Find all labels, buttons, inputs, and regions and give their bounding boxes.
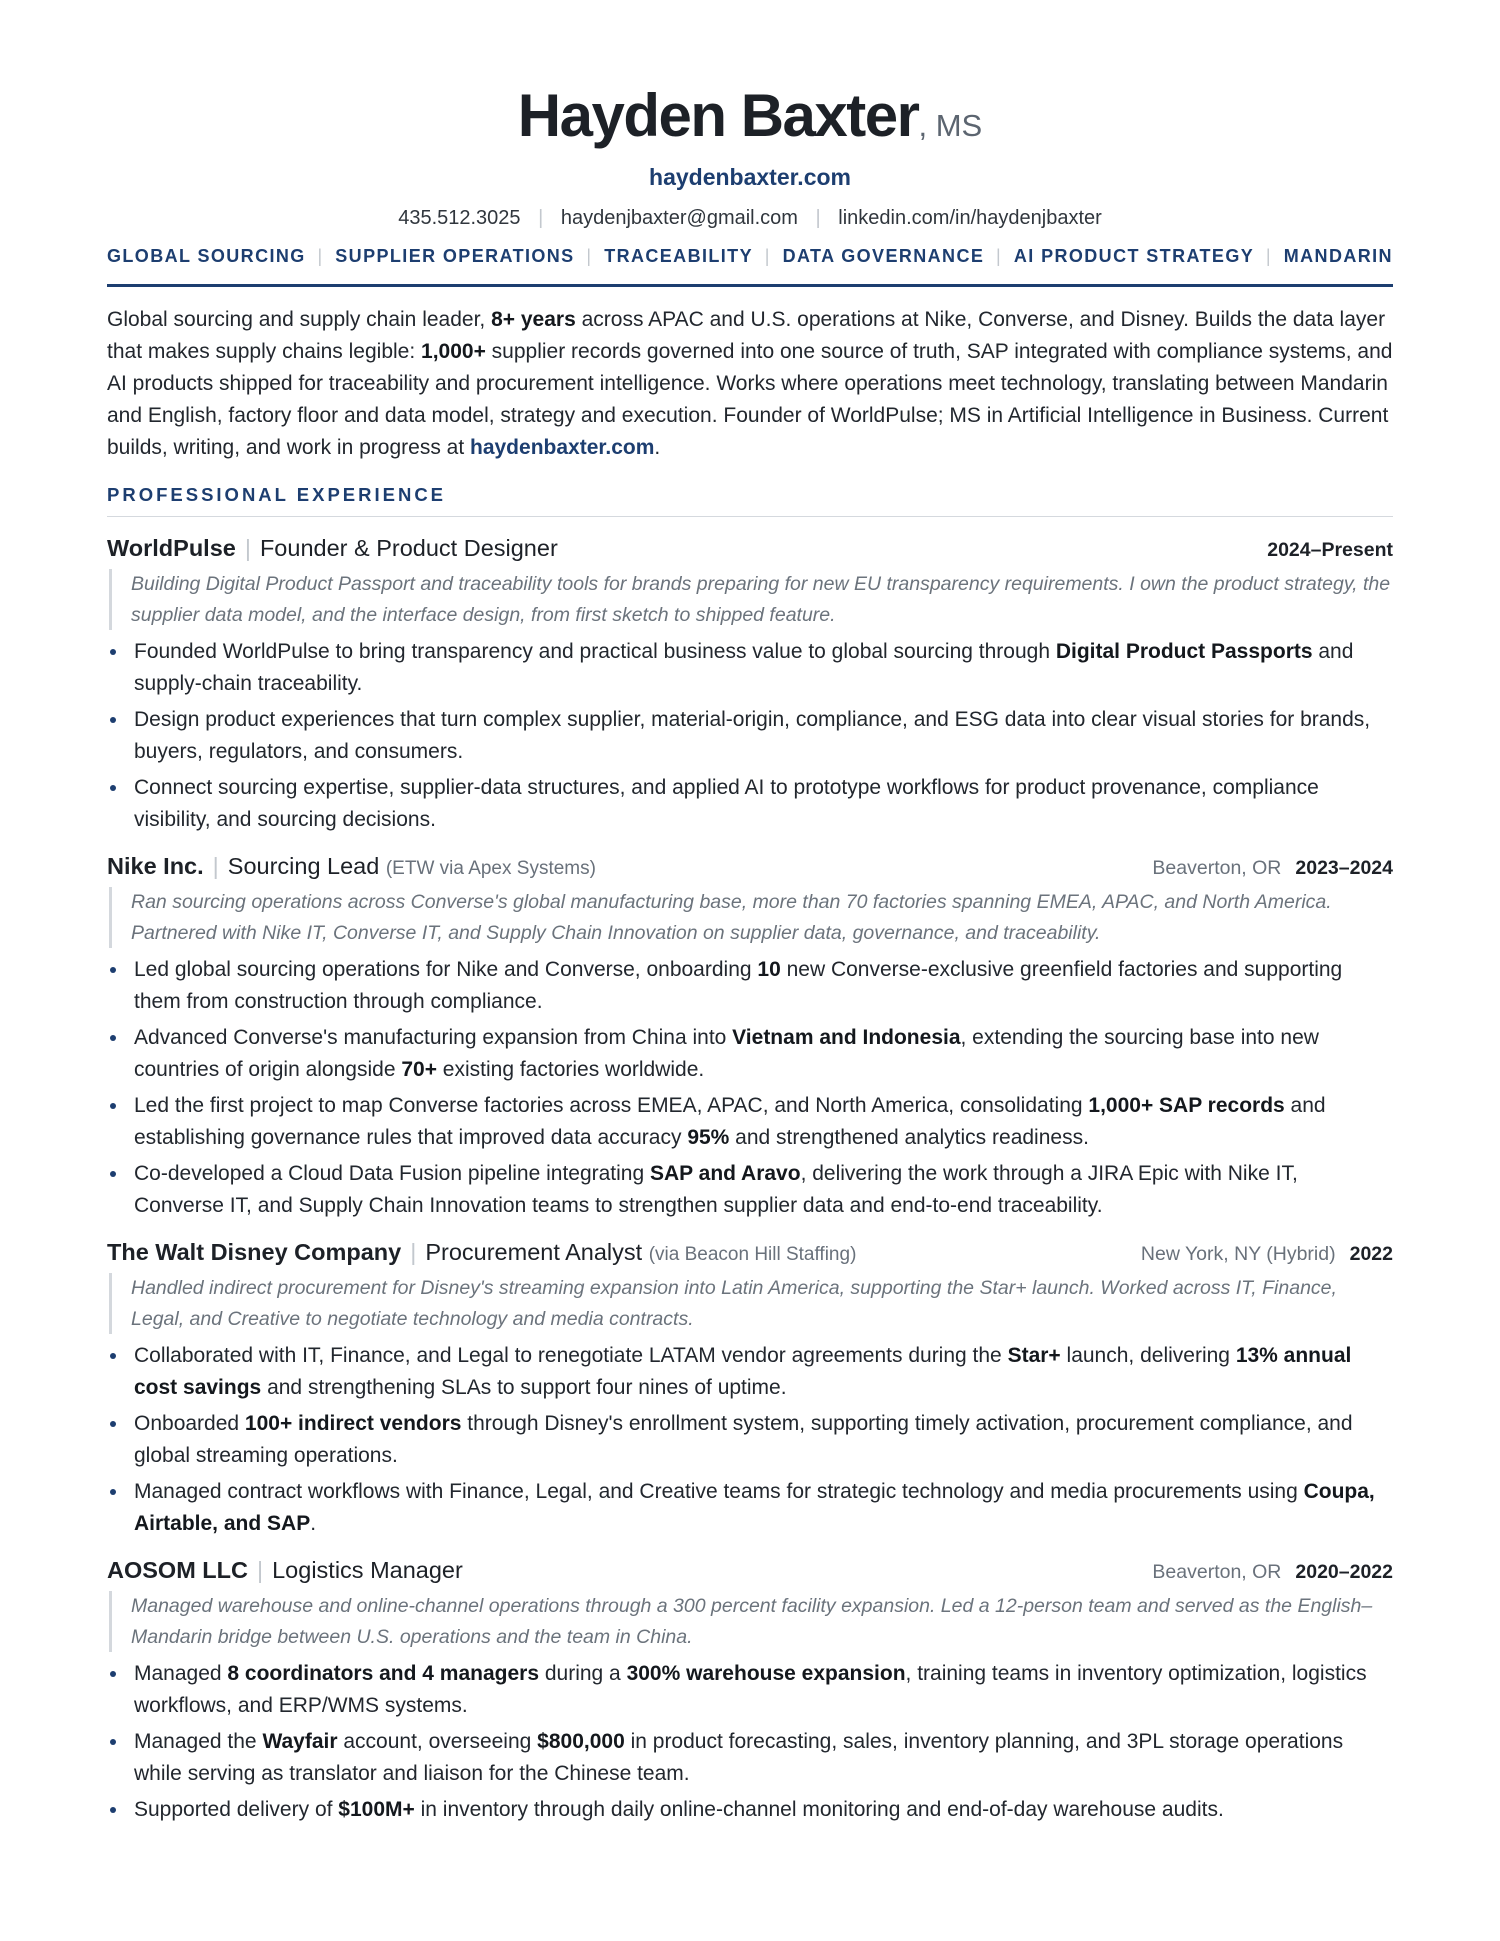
job-description: Building Digital Product Passport and traceability tools for brands preparing for new EU transparency requirements. I own the product strategy, the supplier data model, and the interface design, from first sketch to shipped feature. [109, 569, 1393, 630]
bullet-item [107, 1658, 1393, 1721]
bullet-item [107, 704, 1393, 767]
separator: | [586, 246, 593, 266]
experience-section-title: PROFESSIONAL EXPERIENCE [107, 484, 1393, 517]
job-meta [1267, 539, 1393, 562]
job-dates: 2022 [1349, 1243, 1393, 1265]
bullet-highlight: 8 coordinators and 4 managers [227, 1662, 540, 1685]
bullet-highlight: 70+ [401, 1057, 437, 1081]
summary-text: across APAC and U.S. operations at Nike, Converse, and Disney. Builds the data layer that makes supply chains legible: [107, 308, 1386, 363]
bullet-text: Collaborated with IT, Finance, and Legal to renegotiate LATAM vendor agreements during the [134, 1344, 1008, 1367]
job-bullets [107, 1658, 1393, 1826]
bullet-text: in inventory through daily online-channel monitoring and end-of-day warehouse audits. [414, 1798, 1224, 1821]
bullet-item [107, 1726, 1393, 1789]
bullet-text: Advanced Converse's manufacturing expansion from China into [134, 1026, 733, 1049]
bullet-text: Onboarded [134, 1412, 245, 1435]
name-line [107, 84, 1393, 152]
resume-header [107, 0, 1393, 287]
bullet-text: and establishing governance rules that improved data accuracy [134, 1094, 1326, 1149]
separator: | [257, 1557, 264, 1583]
job-meta [1152, 1561, 1393, 1584]
summary-website-link[interactable]: haydenbaxter.com [470, 436, 655, 459]
bullet-item [107, 772, 1393, 835]
bullet-item [107, 1408, 1393, 1471]
summary-paragraph [107, 304, 1393, 464]
bullet-item [107, 1022, 1393, 1085]
experience-list [107, 535, 1393, 1826]
job-bullets [107, 636, 1393, 835]
bullet-highlight: SAP and Aravo [650, 1162, 801, 1185]
bullet-highlight: Wayfair [262, 1730, 338, 1753]
separator: | [538, 207, 544, 229]
phone[interactable]: 435.512.3025 [398, 207, 521, 229]
job-dates: 2023–2024 [1295, 857, 1393, 879]
summary-highlight: 1,000+ [421, 340, 486, 363]
bullet-highlight: $800,000 [537, 1730, 625, 1753]
bullet-text: , training teams in inventory optimization, logistics workflows, and ERP/WMS systems. [134, 1662, 1367, 1717]
bullet-item [107, 1090, 1393, 1153]
separator: | [815, 207, 821, 229]
job-bullets [107, 1340, 1393, 1539]
job-title: Logistics Manager [272, 1557, 463, 1583]
bullet-text: Supported delivery of [134, 1798, 339, 1821]
full-name: Hayden Baxter [517, 82, 919, 149]
summary-text: . [654, 436, 661, 459]
skill-tag: SUPPLIER OPERATIONS [335, 246, 575, 266]
bullet-text: through Disney's enrollment system, supporting timely activation, procurement compliance, and global streaming operations. [134, 1412, 1353, 1467]
separator: | [317, 246, 324, 266]
bullet-highlight: Coupa, Airtable, and SAP [134, 1480, 1375, 1535]
credential: , MS [918, 108, 983, 143]
bullet-item [107, 1476, 1393, 1539]
bullet-text: during a [539, 1662, 627, 1685]
summary-text: Global sourcing and supply chain leader, [107, 308, 492, 331]
bullet-item [107, 636, 1393, 699]
job-agency: (ETW via Apex Systems) [385, 858, 596, 879]
bullet-text: . [310, 1511, 317, 1535]
job-dates: 2024–Present [1267, 539, 1393, 561]
job-meta [1152, 857, 1393, 880]
bullet-text: Managed contract workflows with Finance, Legal, and Creative teams for strategic technology and media procurements using [134, 1480, 1304, 1503]
company-name: Nike Inc. [107, 853, 204, 879]
bullet-text: , extending the sourcing base into new countries of origin alongside [134, 1026, 1319, 1081]
job-location: Beaverton, OR [1152, 1561, 1282, 1583]
separator: | [410, 1239, 417, 1265]
skill-tag: MANDARIN [1283, 246, 1393, 266]
bullet-highlight: 13% annual cost savings [134, 1344, 1352, 1399]
separator: | [244, 535, 251, 561]
job-location: New York, NY (Hybrid) [1140, 1243, 1336, 1265]
bullet-text: Managed [134, 1662, 228, 1685]
bullet-text: launch, delivering [1060, 1344, 1236, 1367]
bullet-text: and strengthening SLAs to support four nines of uptime. [261, 1375, 787, 1399]
bullet-text: Led global sourcing operations for Nike and Converse, onboarding [134, 958, 758, 981]
email-link[interactable]: haydenjbaxter@gmail.com [560, 207, 798, 229]
job-heading [107, 1239, 856, 1266]
job-entry [107, 535, 1393, 835]
skills-bar [107, 246, 1393, 287]
job-description: Managed warehouse and online-channel operations through a 300 percent facility expansion. Led a 12-person team and served as the English–Mandarin bridge between U.S. operations and the team in China. [109, 1591, 1393, 1652]
job-header [107, 1239, 1393, 1269]
bullet-text: Founded WorldPulse to bring transparency and practical business value to global sourcing through [134, 640, 1056, 663]
bullet-item [107, 1340, 1393, 1403]
bullet-text: Managed the [134, 1730, 263, 1753]
separator: | [1265, 246, 1272, 266]
job-heading [107, 535, 558, 562]
job-heading [107, 1557, 463, 1584]
job-dates: 2020–2022 [1295, 1561, 1393, 1583]
summary-text: supplier records governed into one source of truth, SAP integrated with compliance systems, and AI products shipped for traceability and procurement intelligence. Works where operations meet technology, translating between Mandarin and English, factory floor and data model, strategy and execution. Founder of WorldPulse; MS in Artificial Intelligence in Business. Current builds, writing, and work in progress at [107, 340, 1393, 459]
bullet-text: and strengthened analytics readiness. [729, 1125, 1089, 1149]
bullet-text: in product forecasting, sales, inventory planning, and 3PL storage operations while serving as translator and liaison for the Chinese team. [134, 1730, 1344, 1785]
job-heading [107, 853, 596, 880]
bullet-text: Design product experiences that turn complex supplier, material-origin, compliance, and ESG data into clear visual stories for brands, buyers, regulators, and consumers. [134, 708, 1371, 763]
job-entry [107, 853, 1393, 1221]
job-bullets [107, 954, 1393, 1221]
job-entry [107, 1557, 1393, 1826]
bullet-text: existing factories worldwide. [436, 1057, 705, 1081]
bullet-text: new Converse-exclusive greenfield factories and supporting them from construction through compliance. [134, 958, 1343, 1013]
job-agency: (via Beacon Hill Staffing) [648, 1244, 857, 1265]
job-description: Handled indirect procurement for Disney's streaming expansion into Latin America, supporting the Star+ launch. Worked across IT, Finance, Legal, and Creative to negotiate technology and media contracts. [109, 1273, 1393, 1334]
separator: | [212, 853, 219, 879]
job-header [107, 1557, 1393, 1587]
bullet-highlight: 100+ indirect vendors [244, 1412, 462, 1435]
job-title: Procurement Analyst [425, 1239, 643, 1265]
bullet-highlight: Digital Product Passports [1055, 640, 1313, 663]
website-link[interactable]: haydenbaxter.com [649, 164, 851, 190]
bullet-text: Co-developed a Cloud Data Fusion pipeline integrating [134, 1162, 650, 1185]
bullet-text: and supply-chain traceability. [134, 640, 1354, 695]
company-name: WorldPulse [107, 535, 236, 561]
job-header [107, 535, 1393, 565]
separator: | [996, 246, 1003, 266]
bullet-highlight: $100M+ [338, 1798, 415, 1821]
skill-tag: DATA GOVERNANCE [782, 246, 985, 266]
skill-tag: GLOBAL SOURCING [107, 246, 306, 266]
job-location: Beaverton, OR [1152, 857, 1282, 879]
bullet-text: Connect sourcing expertise, supplier-data structures, and applied AI to prototype workflows for product provenance, compliance visibility, and sourcing decisions. [134, 776, 1319, 831]
job-description: Ran sourcing operations across Converse's global manufacturing base, more than 70 factories spanning EMEA, APAC, and North America. Partnered with Nike IT, Converse IT, and Supply Chain Innovation on supplier data, governance, and traceability. [109, 887, 1393, 948]
contact-line [107, 207, 1393, 230]
bullet-highlight: 1,000+ SAP records [1088, 1094, 1285, 1117]
bullet-highlight: 10 [757, 958, 781, 981]
bullet-highlight: 95% [687, 1125, 730, 1149]
bullet-item [107, 1158, 1393, 1221]
bullet-item [107, 1794, 1393, 1826]
job-entry [107, 1239, 1393, 1539]
summary-highlight: 8+ years [491, 308, 576, 331]
job-title: Founder & Product Designer [259, 535, 558, 561]
skill-tag: TRACEABILITY [604, 246, 753, 266]
company-name: AOSOM LLC [107, 1557, 248, 1583]
skill-tag: AI PRODUCT STRATEGY [1013, 246, 1255, 266]
job-header [107, 853, 1393, 883]
bullet-highlight: 300% warehouse expansion [626, 1662, 906, 1685]
bullet-item [107, 954, 1393, 1017]
bullet-text: Led the first project to map Converse factories across EMEA, APAC, and North America, consolidating [134, 1094, 1089, 1117]
bullet-highlight: Star+ [1007, 1344, 1061, 1367]
separator: | [764, 246, 771, 266]
linkedin-link[interactable]: linkedin.com/in/haydenjbaxter [838, 207, 1102, 229]
bullet-text: account, overseeing [337, 1730, 538, 1753]
bullet-text: , delivering the work through a JIRA Epic with Nike IT, Converse IT, and Supply Chain Innovation teams to strengthen supplier data and end-to-end traceability. [134, 1162, 1298, 1217]
bullet-highlight: Vietnam and Indonesia [732, 1026, 961, 1049]
company-name: The Walt Disney Company [107, 1239, 402, 1265]
job-title: Sourcing Lead [227, 853, 380, 879]
job-meta [1141, 1243, 1393, 1266]
